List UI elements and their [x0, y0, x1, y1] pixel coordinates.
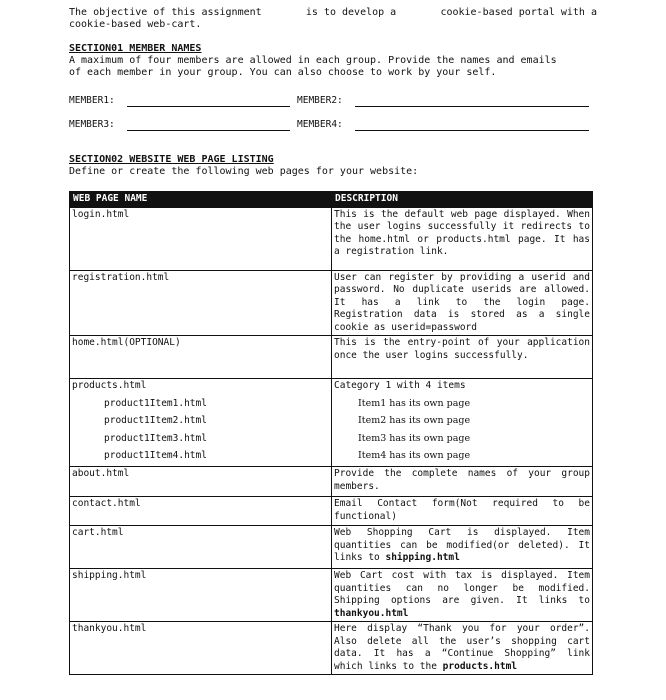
- products-desc-cell: [332, 379, 593, 467]
- table-row: [70, 526, 593, 569]
- section2-desc: Define or create the following web pages for your website:: [69, 166, 419, 177]
- member2-line[interactable]: [355, 106, 589, 107]
- page-desc-link: products.html: [442, 660, 518, 672]
- section1: [69, 43, 557, 79]
- section2: [69, 154, 418, 178]
- table-row: [70, 622, 593, 675]
- page-desc: User can register by providing a userid and password. No duplicate userids are allowed. It has a link to the login page. Registration data is stored as a single cookie as userid=password: [332, 270, 593, 336]
- table-row-products: [70, 379, 593, 467]
- intro-text-1: The objective of this assignment: [69, 7, 262, 18]
- sub-page-desc: Item2 has its own page: [358, 415, 471, 426]
- header-description: DESCRIPTION: [332, 192, 593, 208]
- member4-line[interactable]: [355, 130, 589, 131]
- page-desc-link: thankyou.html: [334, 607, 409, 619]
- table-row: [70, 207, 593, 270]
- page-desc-text: Web Cart cost with tax is displayed. Item quantities can no longer be modified. Shipping options are given. It links to: [334, 570, 590, 606]
- page-desc: Category 1 with 4 items: [334, 380, 466, 391]
- page-desc: Provide the complete names of your group members.: [332, 467, 593, 497]
- products-name-cell: [70, 379, 332, 467]
- member3-line[interactable]: [127, 130, 290, 131]
- table-row: [70, 270, 593, 336]
- page-name: contact.html: [70, 497, 332, 526]
- member1-line[interactable]: [127, 106, 290, 107]
- table-row: [70, 467, 593, 497]
- table-row: [70, 497, 593, 526]
- page-name: registration.html: [70, 270, 332, 336]
- member3-label: MEMBER3:: [69, 119, 115, 130]
- intro-text-2: is to develop a: [305, 7, 397, 18]
- page-desc-link: shipping.html: [385, 552, 460, 563]
- page-name: cart.html: [70, 526, 332, 569]
- table-row: [70, 336, 593, 379]
- sub-page-name: product1Item2.html: [104, 415, 207, 426]
- page-desc: [332, 622, 593, 675]
- page-desc-text: Web Shopping Cart is displayed. Item quantities can be modified(or deleted). It links to: [334, 527, 590, 563]
- sub-page-desc: Item1 has its own page: [358, 397, 471, 409]
- table-row: [70, 569, 593, 622]
- section1-title: SECTION01 MEMBER NAMES: [69, 43, 202, 54]
- page-name: about.html: [70, 467, 332, 497]
- page-desc: This is the default web page displayed. When the user logins successfully it redirects to the home.html or products.html page. It has a registration link.: [332, 207, 593, 270]
- member1-label: MEMBER1:: [69, 95, 115, 106]
- page-name: thankyou.html: [70, 622, 332, 675]
- section2-title: SECTION02 WEBSITE WEB PAGE LISTING: [69, 154, 274, 165]
- page-desc: [332, 569, 593, 622]
- table-header-row: [70, 192, 593, 208]
- page-desc: Email Contact form(Not required to be functional): [332, 497, 593, 526]
- member2-label: MEMBER2:: [297, 95, 343, 106]
- section1-desc-line2: of each member in your group. You can also choose to work by your self.: [69, 67, 497, 78]
- header-web-page-name: WEB PAGE NAME: [70, 192, 332, 208]
- page-desc: [332, 526, 593, 569]
- page-desc: This is the entry-point of your application once the user logins successfully.: [332, 336, 593, 379]
- section1-desc-line1: A maximum of four members are allowed in each group. Provide the names and emails: [69, 55, 557, 66]
- page-name: shipping.html: [70, 569, 332, 622]
- page-name: login.html: [70, 207, 332, 270]
- sub-page-name: product1Item1.html: [104, 397, 207, 409]
- page-name: home.html(OPTIONAL): [70, 336, 332, 379]
- sub-page-name: product1Item3.html: [104, 432, 207, 444]
- sub-page-desc: Item4 has its own page: [358, 450, 471, 461]
- intro-text-3: cookie-based portal with a: [440, 7, 597, 18]
- member4-label: MEMBER4:: [297, 119, 343, 130]
- sub-page-desc: Item3 has its own page: [358, 432, 471, 444]
- web-page-table: [69, 191, 593, 675]
- page-desc-text: Here display “Thank you for your order”. Also delete all the user’s shopping cart data. It has a “Continue Shopping” link which links to the: [334, 623, 590, 672]
- intro-text-4: cookie-based web-cart.: [69, 19, 202, 30]
- sub-page-name: product1Item4.html: [104, 450, 207, 461]
- intro-paragraph: [69, 7, 597, 31]
- page-name: products.html: [72, 380, 147, 391]
